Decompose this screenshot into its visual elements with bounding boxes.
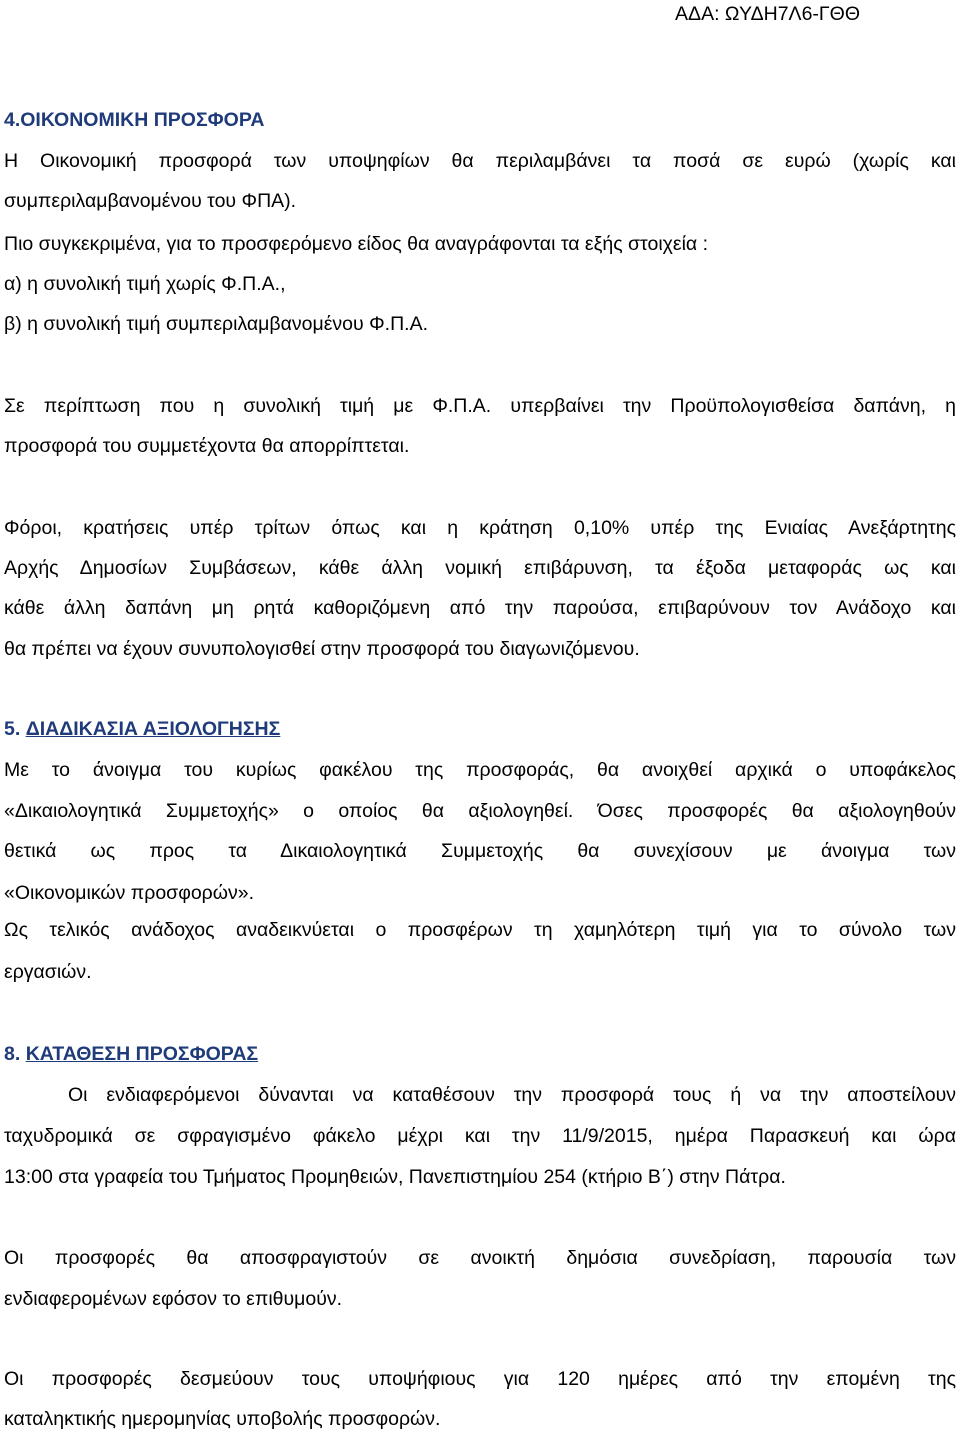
section-8-paragraph-3-line-1: Οι προσφορές δεσμεύουν τους υποψήφιους για 120 ημέρες από την επομένη της — [4, 1368, 956, 1390]
section-8-paragraph-2-line-1: Οι προσφορές θα αποσφραγιστούν σε ανοικτή δημόσια συνεδρίαση, παρουσία των — [4, 1247, 956, 1269]
section-5-title: ΔΙΑΔΙΚΑΣΙΑ ΑΞΙΟΛΟΓΗΣΗΣ — [25, 718, 281, 740]
section-4-paragraph-4-line-4: θα πρέπει να έχουν συνυπολογισθεί στην προσφορά του διαγωνιζόμενου. — [4, 638, 640, 660]
section-8-paragraph-1-line-1: Οι ενδιαφερόμενοι δύνανται να καταθέσουν την προσφορά τους ή να την αποστείλουν — [68, 1084, 956, 1106]
section-5-paragraph-1-line-4: «Οικονομικών προσφορών». — [4, 882, 255, 904]
section-5-paragraph-1-line-2: «Δικαιολογητικά Συμμετοχής» ο οποίος θα αξιολογηθεί. Όσες προσφορές θα αξιολογηθούν — [4, 800, 956, 822]
section-5-paragraph-1-line-1: Με το άνοιγμα του κυρίως φακέλου της προσφοράς, θα ανοιχθεί αρχικά ο υποφάκελος — [4, 759, 956, 781]
section-4-paragraph-3-line-1: Σε περίπτωση που η συνολική τιμή με Φ.Π.Α. υπερβαίνει την Προϋπολογισθείσα δαπάνη, η — [4, 395, 956, 417]
section-5-paragraph-2-line-2: εργασιών. — [4, 961, 92, 983]
section-8-title: ΚΑΤΑΘΕΣΗ ΠΡΟΣΦΟΡΑΣ — [25, 1043, 259, 1065]
section-8-paragraph-3-line-2: καταληκτικής ημερομηνίας υποβολής προσφορών. — [4, 1408, 441, 1430]
section-4-paragraph-4-line-3: κάθε άλλη δαπάνη μη ρητά καθοριζόμενη από την παρούσα, επιβαρύνουν τον Ανάδοχο και — [4, 597, 956, 619]
section-4-title: 4.ΟΙΚΟΝΟΜΙΚΗ ΠΡΟΣΦΟΡΑ — [4, 109, 265, 131]
section-4-paragraph-1-line-1: Η Οικονομική προσφορά των υποψηφίων θα περιλαμβάνει τα ποσά σε ευρώ (χωρίς και — [4, 150, 956, 172]
section-8-number: 8. — [4, 1043, 21, 1065]
section-5-number: 5. — [4, 718, 21, 740]
section-8-paragraph-1-line-3: 13:00 στα γραφεία του Τμήματος Προμηθειών, Πανεπιστημίου 254 (κτήριο Β΄) στην Πάτρα. — [4, 1166, 786, 1188]
section-4-paragraph-4-line-2: Αρχής Δημοσίων Συμβάσεων, κάθε άλλη νομική επιβάρυνση, τα έξοδα μεταφοράς ως και — [4, 557, 956, 579]
ada-code: ΑΔΑ: ΩΥΔΗ7Λ6-ΓΘΘ — [675, 3, 860, 25]
section-4-paragraph-2-line-1: Πιο συγκεκριμένα, για το προσφερόμενο είδος θα αναγράφονται τα εξής στοιχεία : — [4, 233, 709, 255]
section-4-item-b: β) η συνολική τιμή συμπεριλαμβανομένου Φ.Π.Α. — [4, 313, 429, 335]
section-5-paragraph-2-line-1: Ως τελικός ανάδοχος αναδεικνύεται ο προσφέρων τη χαμηλότερη τιμή για το σύνολο των — [4, 919, 956, 941]
section-8-heading — [4, 1041, 258, 1067]
section-5-heading — [4, 716, 280, 742]
section-4-paragraph-1-line-2: συμπεριλαμβανομένου του ΦΠΑ). — [4, 190, 297, 212]
section-4-paragraph-4-line-1: Φόροι, κρατήσεις υπέρ τρίτων όπως και η κράτηση 0,10% υπέρ της Ενιαίας Ανεξάρτητης — [4, 517, 956, 539]
section-8-paragraph-1-line-2: ταχυδρομικά σε σφραγισμένο φάκελο μέχρι και την 11/9/2015, ημέρα Παρασκευή και ώρα — [4, 1125, 956, 1147]
section-5-paragraph-1-line-3: θετικά ως προς τα Δικαιολογητικά Συμμετοχής θα συνεχίσουν με άνοιγμα των — [4, 840, 956, 862]
section-4-item-a: α) η συνολική τιμή χωρίς Φ.Π.Α., — [4, 273, 286, 295]
section-8-paragraph-2-line-2: ενδιαφερομένων εφόσον το επιθυμούν. — [4, 1288, 343, 1310]
section-4-paragraph-3-line-2: προσφορά του συμμετέχοντα θα απορρίπτεται. — [4, 435, 410, 457]
